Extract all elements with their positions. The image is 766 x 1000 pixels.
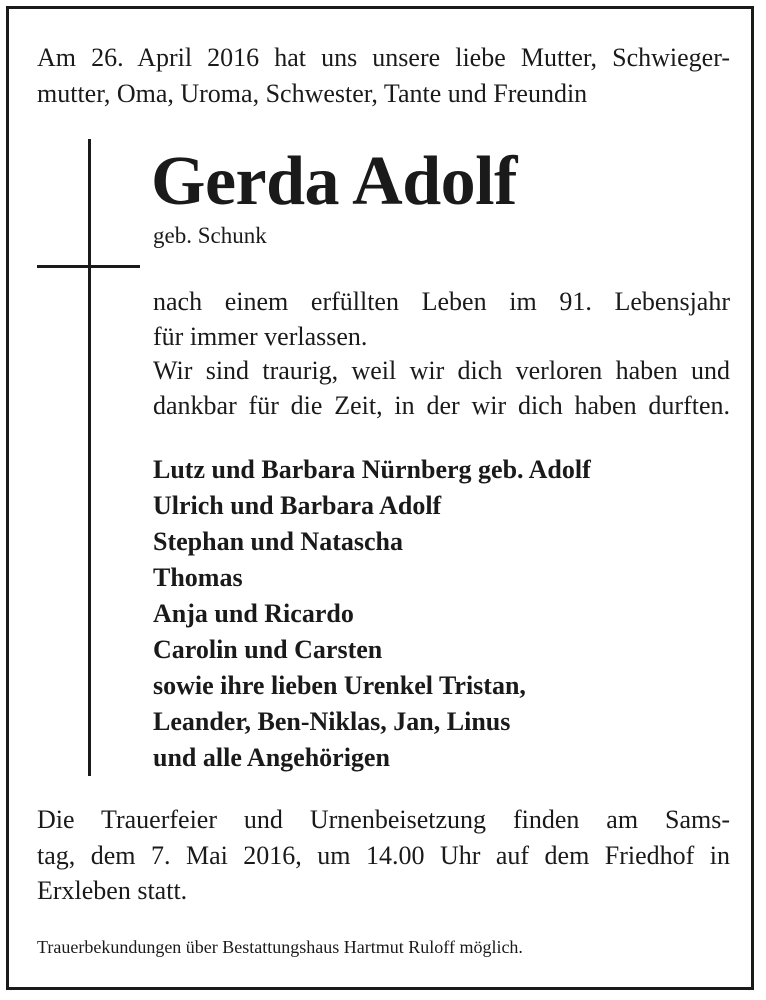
- service-line-1: Die Trauerfeier und Urnenbeisetzung finden am Sams-: [37, 805, 730, 834]
- cross-icon-horizontal: [37, 265, 140, 268]
- cross-icon-vertical: [88, 139, 91, 776]
- mourner-line: Ulrich und Barbara Adolf: [153, 491, 442, 520]
- service-line-2: tag, dem 7. Mai 2016, um 14.00 Uhr auf dem Friedhof in: [37, 841, 730, 870]
- footer-note: Trauerbekundungen über Bestattungshaus Hartmut Ruloff möglich.: [37, 937, 523, 957]
- intro-line-1: Am 26. April 2016 hat uns unsere liebe Mutter, Schwieger-: [37, 43, 730, 72]
- obituary-notice: [6, 6, 754, 990]
- mourner-line: sowie ihre lieben Urenkel Tristan,: [153, 671, 526, 700]
- mourner-line: Anja und Ricardo: [153, 599, 354, 628]
- deceased-name: Gerda Adolf: [151, 143, 517, 220]
- mourner-line: und alle Angehörigen: [153, 743, 390, 772]
- mourner-line: Stephan und Natascha: [153, 527, 403, 556]
- text-line-1: nach einem erfüllten Leben im 91. Lebensjahr: [153, 287, 730, 316]
- intro-line-2: mutter, Oma, Uroma, Schwester, Tante und Freundin: [37, 79, 588, 108]
- service-line-3: Erxleben statt.: [37, 876, 188, 905]
- mourner-line: Lutz und Barbara Nürnberg geb. Adolf: [153, 455, 591, 484]
- mourner-line: Carolin und Carsten: [153, 635, 383, 664]
- mourner-line: Leander, Ben-Niklas, Jan, Linus: [153, 707, 511, 736]
- text-line-4: dankbar für die Zeit, in der wir dich haben durften.: [153, 391, 730, 420]
- maiden-name: geb. Schunk: [153, 223, 267, 248]
- text-line-3: Wir sind traurig, weil wir dich verloren haben und: [153, 356, 730, 385]
- mourner-line: Thomas: [153, 563, 243, 592]
- text-line-2: für immer verlassen.: [153, 322, 368, 351]
